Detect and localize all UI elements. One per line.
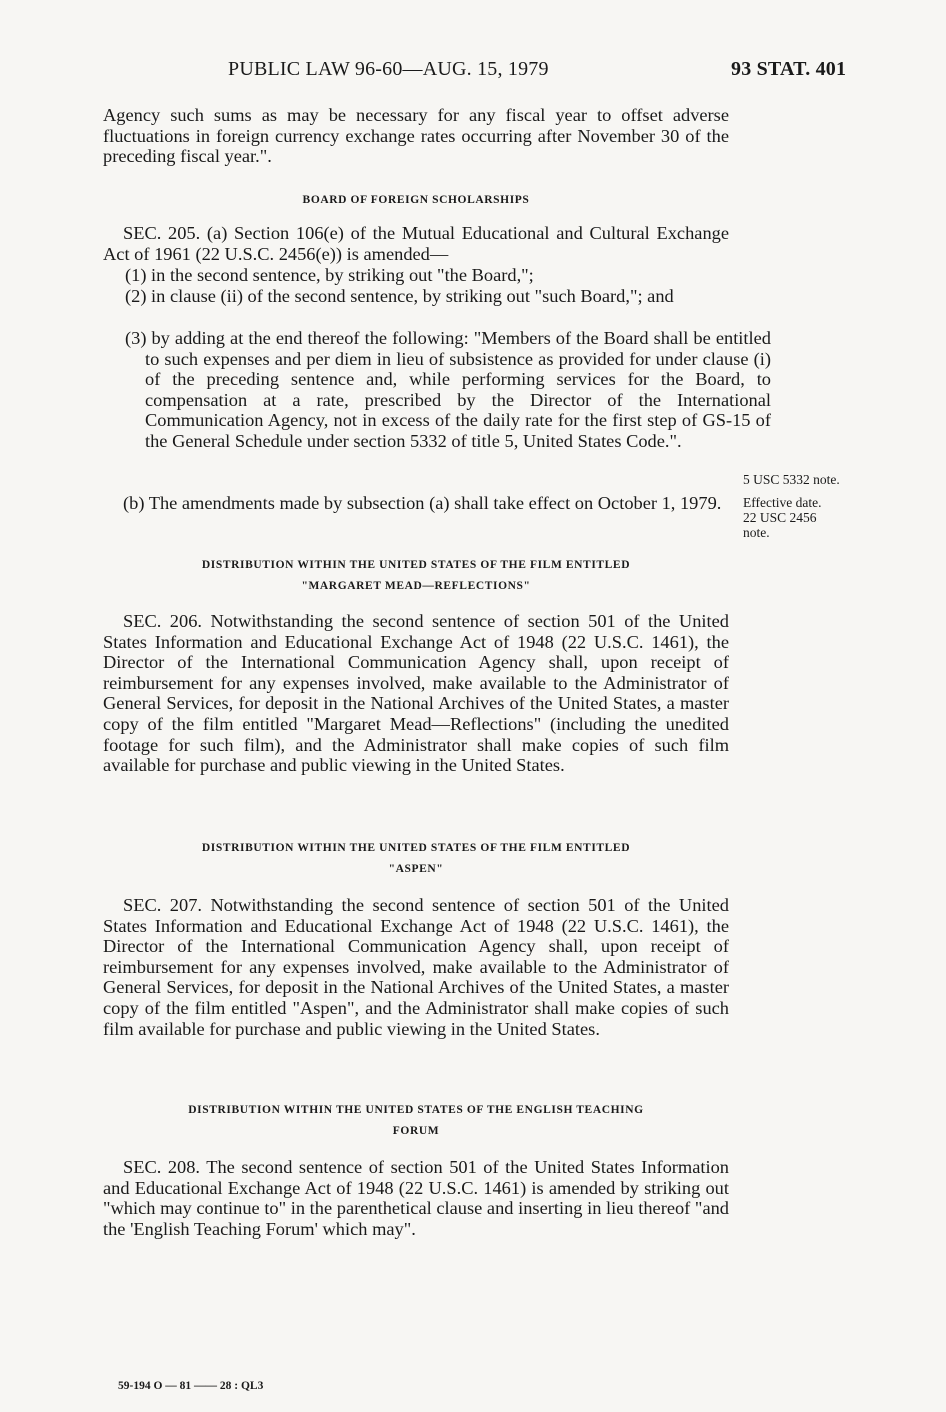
margin-note-line: Effective date.: [743, 495, 822, 510]
margin-note-line: 22 USC 2456: [743, 510, 817, 525]
section-208-text: SEC. 208. The second sentence of section 501 of the United States Information and Educational Exchange Act of 1948 (22 U.S.C. 1461) is amended by striking out "which may continue to" in the parenthetical clause and inserting in lieu thereof "and the 'English Teaching Forum' which may".: [103, 1157, 729, 1239]
print-footer: 59-194 O — 81 —— 28 : QL3: [118, 1380, 264, 1392]
page-header-title: PUBLIC LAW 96-60—AUG. 15, 1979: [228, 58, 549, 80]
section-207-text: SEC. 207. Notwithstanding the second sentence of section 501 of the United States Information and Educational Exchange Act of 1948 (22 U.S.C. 1461), the Director of the International Communication Agency shall, upon receipt of reimbursement for any expenses involved, make available to the Administrator of General Services, for deposit in the National Archives of the United States, a master copy of the film entitled "Aspen", and the Administrator shall make copies of such film available for purchase and public viewing in the United States.: [103, 895, 729, 1039]
section-heading: [103, 555, 729, 597]
heading-line: "ASPEN": [388, 863, 444, 875]
heading-line: FORUM: [392, 1125, 440, 1137]
clause-1: (1) in the second sentence, by striking out "the Board,";: [125, 265, 534, 285]
heading-line: DISTRIBUTION WITHIN THE UNITED STATES OF THE FILM ENTITLED: [201, 559, 631, 571]
clause-2: (2) in clause (ii) of the second sentence, by striking out "such Board,"; and: [125, 286, 674, 306]
section-heading: [103, 1100, 729, 1142]
section-205-a: SEC. 205. (a) Section 106(e) of the Mutual Educational and Cultural Exchange Act of 1961 (22 U.S.C. 2456(e)) is amended—: [103, 223, 729, 264]
section-206-text: SEC. 206. Notwithstanding the second sentence of section 501 of the United States Information and Educational Exchange Act of 1948 (22 U.S.C. 1461), the Director of the International Communication Agency shall, upon receipt of reimbursement for any expenses involved, make available to the Administrator of General Services, for deposit in the National Archives of the United States, a master copy of the film entitled "Margaret Mead—Reflections" (including the unedited footage for such film), and the Administrator shall make copies of such film available for purchase and public viewing in the United States.: [103, 611, 729, 776]
page-number: 93 STAT. 401: [731, 58, 847, 80]
margin-note: [743, 495, 821, 540]
heading-line: "MARGARET MEAD—REFLECTIONS": [301, 580, 531, 592]
margin-note: 5 USC 5332 note.: [743, 472, 840, 487]
intro-paragraph: Agency such sums as may be necessary for any fiscal year to offset adverse fluctuations in foreign currency exchange rates occurring after November 30 of the preceding fiscal year.".: [103, 105, 729, 167]
section-heading: BOARD OF FOREIGN SCHOLARSHIPS: [302, 194, 530, 206]
clause-3: (3) by adding at the end thereof the following: "Members of the Board shall be entitled to such expenses and per diem in lieu of subsistence as provided for under clause (i) of the preceding sentence and, while performing services for the Board, to compensation at a rate, prescribed by the Director of the International Communication Agency, not in excess of the daily rate for the first step of GS-15 of the General Schedule under section 5332 of title 5, United States Code.".: [125, 328, 771, 451]
margin-note-line: note.: [743, 525, 770, 540]
heading-line: DISTRIBUTION WITHIN THE UNITED STATES OF THE FILM ENTITLED: [201, 842, 631, 854]
heading-line: DISTRIBUTION WITHIN THE UNITED STATES OF THE ENGLISH TEACHING: [188, 1104, 644, 1116]
section-heading: [103, 838, 729, 880]
section-205-b: (b) The amendments made by subsection (a) shall take effect on October 1, 1979.: [123, 493, 722, 513]
